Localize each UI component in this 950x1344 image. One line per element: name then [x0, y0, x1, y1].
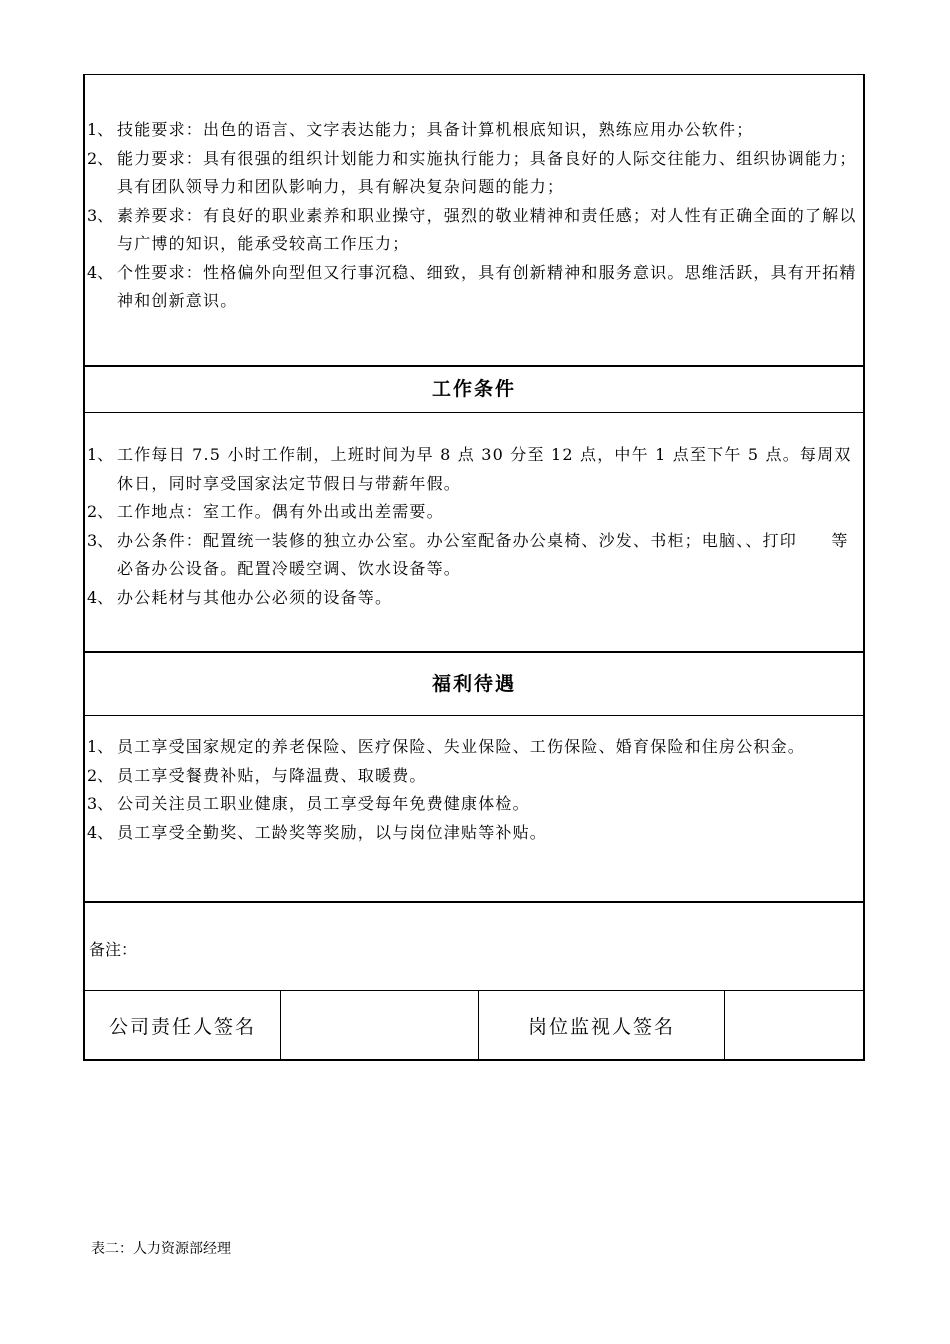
supervisor-signature-label: 岗位监视人签名	[479, 991, 725, 1059]
company-signature-field[interactable]	[281, 991, 479, 1059]
item-text: 公司关注员工职业健康，员工享受每年免费健康体检。	[117, 794, 530, 813]
item-text: 技能要求：出色的语言、文字表达能力；具备计算机根底知识，熟练应用办公软件；	[117, 120, 754, 139]
item-number: 3、	[87, 530, 114, 550]
list-item	[85, 527, 861, 584]
notes-cell	[85, 901, 863, 991]
item-text: 个性要求：性格偏外向型但又行事沉稳、细致，具有创新精神和服务意识。思维活跃，具有开拓精神和创新意识。	[117, 262, 857, 310]
item-number: 2、	[87, 765, 114, 785]
item-text: 办公耗材与其他办公必须的设备等。	[117, 587, 393, 607]
list-item	[85, 498, 861, 527]
item-text: 能力要求：具有很强的组织计划能力和实施执行能力；具备良好的人际交往能力、组织协调能力；具有团队领导力和团队影响力，具有解决复杂问题的能力；	[117, 148, 857, 196]
item-number: 4、	[87, 822, 114, 842]
item-text: 员工享受全勤奖、工龄奖等奖励，以与岗位津贴等补贴。	[117, 822, 548, 842]
item-number: 1、	[87, 445, 114, 464]
item-number: 4、	[87, 262, 114, 282]
list-item	[85, 441, 861, 498]
supervisor-signature-field[interactable]	[725, 991, 863, 1059]
list-item	[85, 145, 861, 202]
list-item	[85, 762, 861, 791]
item-text: 办公条件：配置统一装修的独立办公室。办公室配备办公桌椅、沙发、书柜；电脑、、打印 等必备办公设备。配置冷暖空调、饮水设备等。	[117, 530, 849, 578]
list-item	[85, 116, 861, 145]
item-number: 1、	[87, 120, 114, 139]
item-text: 员工享受餐费补贴，与降温费、取暖费。	[117, 765, 427, 785]
conditions-heading: 工作条件	[85, 365, 863, 413]
item-number: 3、	[87, 205, 114, 225]
list-item	[85, 584, 861, 613]
item-text: 员工享受国家规定的养老保险、医疗保险、失业保险、工伤保险、婚育保险和住房公积金。	[117, 737, 806, 756]
list-item	[85, 819, 861, 848]
requirements-section	[85, 75, 863, 365]
list-item	[85, 733, 861, 762]
notes-label: 备注：	[89, 940, 138, 959]
list-item	[85, 790, 861, 819]
item-text: 工作地点：室工作。偶有外出或出差需要。	[117, 502, 444, 521]
list-item	[85, 202, 861, 259]
company-signature-label: 公司责任人签名	[85, 991, 281, 1059]
item-number: 4、	[87, 587, 114, 607]
signature-row	[85, 991, 863, 1059]
benefits-heading: 福利待遇	[85, 651, 863, 716]
item-number: 1、	[87, 737, 114, 756]
item-text: 工作每日 7.5 小时工作制，上班时间为早 8 点 30 分至 12 点，中午 1 点至下午 5 点。每周双休日，同时享受国家法定节假日与带薪年假。	[117, 445, 852, 493]
item-text: 素养要求：有良好的职业素养和职业操守，强烈的敬业精神和责任感；对人性有正确全面的了解以与广博的知识，能承受较高工作压力；	[117, 205, 857, 253]
benefits-section	[85, 716, 863, 901]
job-description-table	[83, 74, 865, 1061]
item-number: 2、	[87, 148, 114, 168]
list-item	[85, 259, 861, 316]
footer-note: 表二：人力资源部经理	[91, 1241, 231, 1257]
item-number: 3、	[87, 794, 114, 813]
item-number: 2、	[87, 502, 114, 521]
conditions-section	[85, 413, 863, 651]
